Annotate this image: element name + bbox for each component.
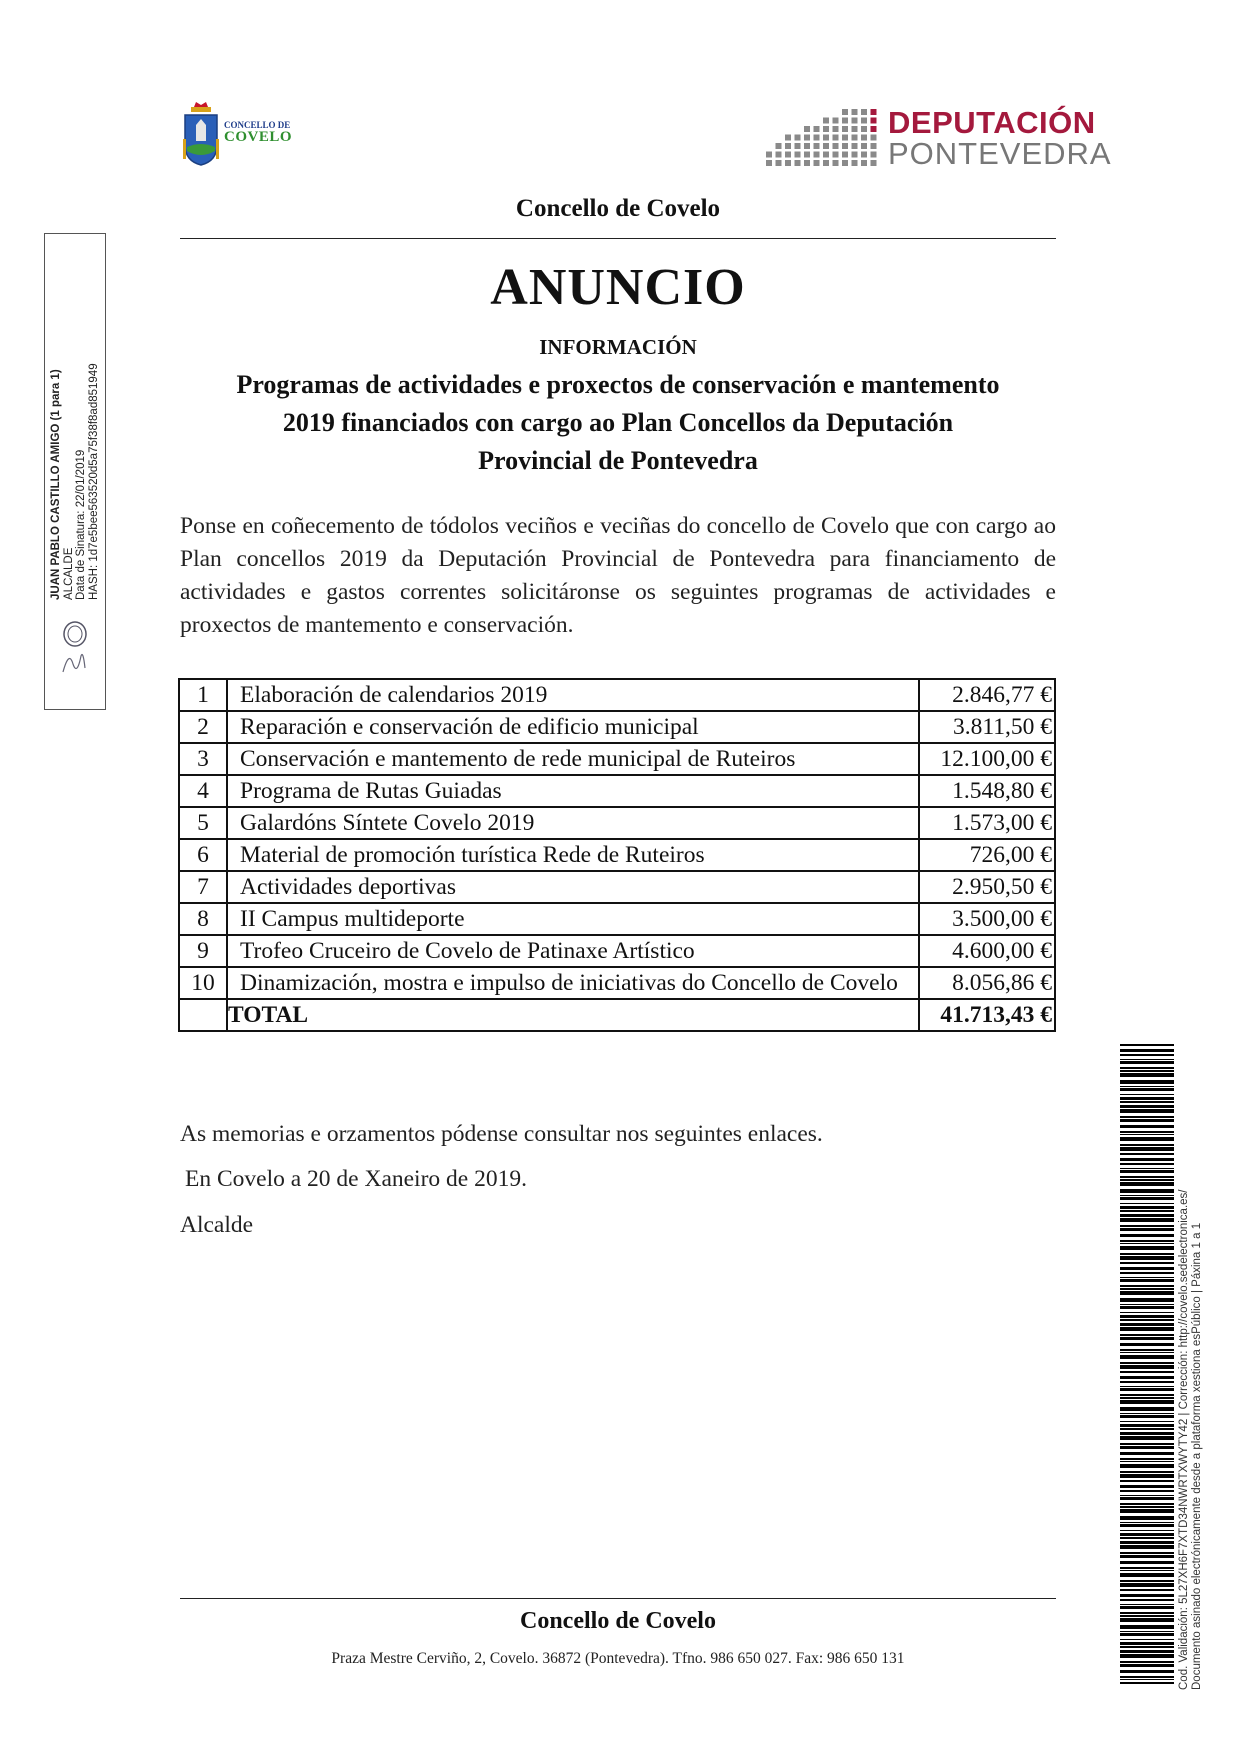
barcode-bar [1120,1415,1174,1418]
logo-dot [861,126,867,132]
barcode-bar [1120,1503,1174,1505]
barcode-bar [1120,1541,1174,1544]
table-row [179,807,1055,839]
barcode-bar [1120,1349,1174,1351]
barcode-bar [1120,1522,1174,1523]
table-row [179,967,1055,999]
table-total-row [179,999,1055,1031]
barcode-bar [1120,1432,1174,1435]
barcode-bar [1120,1189,1174,1193]
logo-dot [785,160,791,166]
logo-dot [852,126,858,132]
row-amount: 1.573,00 € [919,807,1055,839]
row-description: Reparación e conservación de edificio municipal [227,711,919,743]
logo-dot [804,152,810,158]
logo-dot [814,160,820,166]
subject-line: 2019 financiados con cargo ao Plan Concellos da Deputación [282,408,954,437]
barcode-bar [1120,1246,1174,1250]
barcode-bar [1120,1397,1174,1399]
signature-role: Alcalde [180,1212,254,1238]
barcode-bar [1120,1067,1174,1069]
logo-dot [804,160,810,166]
barcode-bar [1120,1288,1174,1290]
barcode-bar [1120,1413,1174,1414]
logo-dot [861,118,867,124]
row-description: Actividades deportivas [227,871,919,903]
barcode-bar [1120,1376,1174,1379]
logo-dot [861,143,867,149]
barcode-bar [1120,1179,1174,1181]
barcode-bar [1120,1144,1174,1146]
programs-table [178,678,1056,1032]
barcode-bar [1120,1552,1174,1554]
barcode-bar [1120,1530,1174,1531]
barcode-bar [1120,1682,1174,1684]
barcode-bar [1120,1570,1174,1571]
barcode-bar [1120,1125,1174,1128]
barcode-bar [1120,1168,1174,1169]
logo-dot [814,143,820,149]
barcode-bar [1120,1474,1174,1478]
barcode-bar [1120,1097,1174,1100]
barcode-bar [1120,1070,1174,1072]
barcode-bar [1120,1080,1174,1084]
logo-dot [871,143,877,149]
footer-title: Concello de Covelo [520,1608,716,1634]
table-row [179,775,1055,807]
document-section: INFORMACIÓN [539,335,697,359]
logo-dot [823,118,829,124]
logo-dot [871,135,877,141]
total-label: TOTAL [227,999,919,1031]
logo-dot [804,143,810,149]
barcode-bar [1120,1639,1174,1640]
logo-dot [861,160,867,166]
barcode-bar [1120,1604,1174,1605]
memorias-text: As memorias e orzamentos pódense consultar nos seguintes enlaces. [180,1121,823,1147]
logo-dot [842,135,848,141]
barcode-bar [1120,1147,1174,1151]
barcode-bar [1120,1661,1174,1663]
barcode-bar [1120,1670,1174,1673]
deputacion-dots-icon [766,107,882,169]
barcode-bar [1120,1059,1174,1060]
row-description: Programa de Rutas Guiadas [227,775,919,807]
barcode-bar [1120,1480,1174,1482]
barcode-bar [1120,1646,1174,1648]
logo-dot [795,152,801,158]
barcode-bar [1120,1471,1174,1473]
logo-dot [833,152,839,158]
barcode-bar [1120,1580,1174,1582]
logo-dot [852,118,858,124]
document-heading: ANUNCIO [490,259,746,316]
row-description: Dinamización, mostra e impulso de iniciativas do Concello de Covelo [227,967,919,999]
barcode-bar [1120,1594,1174,1597]
logo-dot [823,126,829,132]
logo-dot [871,118,877,124]
logo-dot [766,152,772,158]
barcode-bar [1120,1334,1174,1336]
barcode-bar [1120,1458,1174,1460]
row-number: 10 [179,967,227,999]
logo-dot [804,126,810,132]
barcode-bar [1120,1228,1174,1231]
barcode-bar [1120,1197,1174,1200]
barcode-bar [1120,1495,1174,1496]
row-number: 1 [179,679,227,711]
barcode-bar [1120,1612,1174,1614]
logo-dot [842,143,848,149]
logo-dot [861,109,867,115]
logo-dot [823,160,829,166]
barcode-bar [1120,1452,1174,1455]
row-number: 5 [179,807,227,839]
logo-dot [852,160,858,166]
logo-dot [842,126,848,132]
barcode-bar [1120,1061,1174,1064]
barcode-bar [1120,1210,1174,1212]
barcode-bar [1120,1633,1174,1636]
barcode-bar [1120,1214,1174,1217]
barcode-bar [1120,1086,1174,1087]
logo-dot [776,143,782,149]
barcode-bar [1120,1555,1174,1558]
barcode-bar [1120,1298,1174,1302]
table-row [179,711,1055,743]
barcode-bar [1120,1116,1174,1118]
barcode-bar [1120,1337,1174,1340]
barcode-bar [1120,1388,1174,1391]
row-amount: 1.548,80 € [919,775,1055,807]
barcode-bar [1120,1243,1174,1244]
logo-dot [871,126,877,132]
barcode-bar [1120,1421,1174,1422]
logo-dot [785,143,791,149]
header-divider [180,238,1056,239]
row-amount: 2.950,50 € [919,871,1055,903]
table-row [179,935,1055,967]
barcode-bar [1120,1654,1174,1658]
barcode-bar [1120,1599,1174,1601]
barcode-bar [1120,1131,1174,1133]
barcode-bar [1120,1101,1174,1103]
row-description: Conservación e mantemento de rede municipal de Ruteiros [227,743,919,775]
logo-covelo-line1: CONCELLO DE [224,120,291,130]
barcode-bar [1120,1583,1174,1587]
footer-divider [180,1598,1056,1599]
logo-deputacion-line1: DEPUTACIÓN [888,105,1096,140]
signer-name: JUAN PABLO CASTILLO AMIGO (1 para 1) [50,369,62,600]
logo-dot [776,152,782,158]
logo-dot [823,152,829,158]
barcode-bar [1120,1352,1174,1353]
barcode-bar [1120,1676,1174,1678]
barcode-bar [1120,1105,1174,1108]
table-row [179,839,1055,871]
barcode-bar [1120,1253,1174,1255]
subject-line: Programas de actividades e proxectos de conservación e mantemento [236,370,1000,399]
barcode-bar [1120,1285,1174,1287]
signature-hash: HASH: 1d7e5bee563520d5a75f38f8ad851949 [87,363,100,600]
validation-text [1178,1090,1204,1690]
coat-of-arms-icon [182,101,220,167]
barcode-bar [1120,1424,1174,1427]
logo-dot [852,143,858,149]
barcode-bar [1120,1516,1174,1520]
subject-line: Provincial de Pontevedra [478,446,758,475]
row-number: 7 [179,871,227,903]
barcode-bar [1120,1485,1174,1488]
logo-dot [795,135,801,141]
logo-dot [852,135,858,141]
barcode-bar [1120,1088,1174,1091]
barcode-bar [1120,1195,1174,1196]
row-amount: 3.811,50 € [919,711,1055,743]
barcode-bar [1120,1319,1174,1321]
logo-dot [785,152,791,158]
barcode-bar [1120,1163,1174,1165]
barcode-bar [1120,1407,1174,1411]
barcode-bar [1120,1109,1174,1113]
barcode-bar [1120,1206,1174,1209]
row-number: 8 [179,903,227,935]
validation-line: Cod. Validación: 5L27XH6F7XTD34NWRTXWYTY42 | Corrección: http://covelo.sedelectronica.es/ [1178,1189,1190,1690]
barcode-bar [1120,1279,1174,1282]
row-number: 4 [179,775,227,807]
barcode-bar [1120,1073,1174,1077]
logo-dot [785,135,791,141]
barcode-bar [1120,1327,1174,1331]
logo-dot [871,160,877,166]
total-amount: 41.713,43 € [919,999,1055,1031]
table-row [179,679,1055,711]
logo-dot [776,160,782,166]
barcode-bar [1120,1428,1174,1430]
row-amount: 12.100,00 € [919,743,1055,775]
barcode-bar [1120,1343,1174,1346]
logo-dot [814,152,820,158]
logo-dot [823,143,829,149]
logo-covelo-line2: COVELO [224,129,293,146]
barcode-bar [1120,1615,1174,1617]
barcode-bar [1120,1170,1174,1173]
barcode-bar [1120,1054,1174,1056]
barcode-bar [1120,1386,1174,1387]
barcode-bar [1120,1606,1174,1609]
barcode-bar [1120,1044,1174,1046]
barcode-bar [1120,1362,1174,1364]
barcode-bar [1120,1365,1174,1369]
barcode-bar [1120,1642,1174,1645]
header-title: Concello de Covelo [515,195,721,222]
table-row [179,871,1055,903]
logo-dot [833,135,839,141]
barcode-bar [1120,1631,1174,1632]
barcode-bar [1120,1176,1174,1178]
barcode-bar [1120,1664,1174,1667]
barcode-bar [1120,1312,1174,1313]
logo-dot [833,118,839,124]
barcode-bar [1120,1650,1174,1653]
barcode-bar [1120,1573,1174,1577]
barcode-bar [1120,1153,1174,1155]
barcode-bar [1120,1137,1174,1141]
row-number: 6 [179,839,227,871]
logo-dot [814,126,820,132]
barcode-bar [1120,1618,1174,1622]
barcode-bar [1120,1256,1174,1260]
logo-dot [871,152,877,158]
barcode-bar [1120,1355,1174,1359]
barcode-bar [1120,1524,1174,1527]
barcode-bar [1120,1267,1174,1270]
row-description: II Campus multideporte [227,903,919,935]
barcode-bar [1120,1291,1174,1295]
deputacion-pontevedra-logo [766,103,1112,173]
barcode-bar [1120,1094,1174,1095]
barcode-bar [1120,1323,1174,1326]
row-number: 2 [179,711,227,743]
total-number-cell [179,999,227,1031]
barcode-bar [1120,1506,1174,1508]
barcode-bar [1120,1182,1174,1186]
barcode-bar [1120,1306,1174,1309]
signature-date: Data de Sinatura: 22/01/2019 [75,449,87,600]
barcode-bar [1120,1545,1174,1549]
row-number: 9 [179,935,227,967]
barcode-bar [1120,1134,1174,1135]
barcode-bar [1120,1625,1174,1629]
barcode-bar [1120,1461,1174,1462]
barcode-bar [1120,1158,1174,1161]
barcode-bar [1120,1272,1174,1274]
logo-dot [852,109,858,115]
barcode-bar [1120,1225,1174,1227]
barcode-bar [1120,1497,1174,1500]
row-number: 3 [179,743,227,775]
barcode-bar [1120,1490,1174,1492]
logo-dot [842,118,848,124]
row-description: Elaboración de calendarios 2019 [227,679,919,711]
barcode-bar [1120,1589,1174,1591]
barcode-bar [1120,1567,1174,1569]
logo-dot [833,160,839,166]
signature-stamp-text [50,320,170,600]
barcode-bar [1120,1509,1174,1513]
barcode-bar [1120,1400,1174,1404]
barcode-bar [1120,1262,1174,1264]
logo-dot [814,135,820,141]
barcode-bar [1120,1119,1174,1122]
logo-dot [833,143,839,149]
barcode-bar [1120,1240,1174,1242]
barcode-bar [1120,1533,1174,1536]
barcode-bar [1120,1234,1174,1237]
barcode-bar [1120,1277,1174,1278]
barcode-bar [1120,1436,1174,1440]
logo-dot [823,135,829,141]
logo-dot [795,143,801,149]
table-row [179,903,1055,935]
logo-deputacion-line2: PONTEVEDRA [888,136,1112,171]
barcode-bar [1120,1561,1174,1564]
barcode-bar [1120,1381,1174,1383]
seal-signature-icon [57,620,89,678]
logo-dot [842,152,848,158]
validation-line: Documento asinado electrónicamente desde a plataforma xestiona esPúblico | Páxina 1 a 1 [1191,1222,1203,1690]
row-amount: 4.600,00 € [919,935,1055,967]
logo-dot [795,160,801,166]
row-description: Material de promoción turística Rede de Ruteiros [227,839,919,871]
row-amount: 726,00 € [919,839,1055,871]
barcode-bar [1120,1446,1174,1449]
row-amount: 8.056,86 € [919,967,1055,999]
logo-dot [861,135,867,141]
date-line: En Covelo a 20 de Xaneiro de 2019. [185,1166,527,1192]
intro-paragraph: Ponse en coñecemento de tódolos veciños e veciñas do concello de Covelo que con cargo ao Plan concellos 2019 da Deputación Provincial de Pontevedra para financiamento de actividades e gastos correntes solicitáronse os seguintes programas de actividades e proxectos de mantemento e conservación. [180,513,1056,638]
concello-covelo-logo [178,95,296,185]
logo-dot [842,109,848,115]
barcode-bar [1120,1679,1174,1680]
logo-dot [804,135,810,141]
logo-dot [871,109,877,115]
barcode-bar [1120,1315,1174,1318]
footer-address: Praza Mestre Cerviño, 2, Covelo. 36872 (Pontevedra). Tfno. 986 650 027. Fax: 986 650 131 [331,1650,905,1667]
barcode-bar [1120,1304,1174,1305]
logo-dot [833,126,839,132]
barcode-bar [1120,1443,1174,1445]
logo-dot [861,152,867,158]
row-amount: 2.846,77 € [919,679,1055,711]
row-amount: 3.500,00 € [919,903,1055,935]
row-description: Trofeo Cruceiro de Covelo de Patinaxe Artístico [227,935,919,967]
logo-dot [766,160,772,166]
barcode-bar [1120,1203,1174,1204]
barcode-bar [1120,1049,1174,1052]
logo-dot [852,152,858,158]
table-row [179,743,1055,775]
barcode-bar [1120,1537,1174,1539]
barcode-icon [1120,1044,1174,1684]
barcode-bar [1120,1394,1174,1396]
barcode-bar [1120,1464,1174,1468]
row-description: Galardóns Síntete Covelo 2019 [227,807,919,839]
logo-dot [842,160,848,166]
barcode-bar [1120,1218,1174,1222]
barcode-bar [1120,1371,1174,1373]
signer-role: ALCALDE [62,547,75,600]
document-subject [180,366,1056,480]
